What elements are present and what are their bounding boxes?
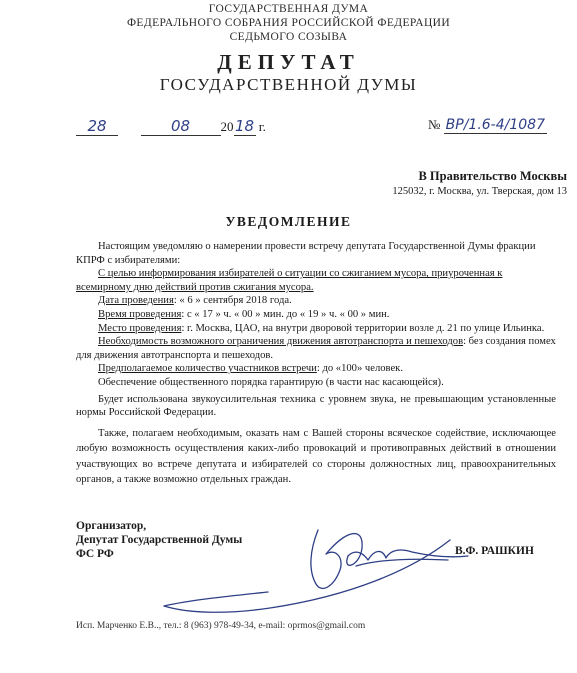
notice-body — [76, 240, 556, 488]
recipient-address: 125032, г. Москва, ул. Тверская, дом 13 — [392, 186, 567, 197]
handwritten-signature — [150, 500, 480, 620]
notice-title: УВЕДОМЛЕНИЕ — [225, 214, 352, 229]
date-suffix: г. — [258, 119, 266, 134]
notice-intro: Настоящим уведомляю о намерении провести встречу депутата Государственной Думы фракции КПРФ с избирателями: — [76, 241, 536, 266]
executor-contact: Исп. Марченко Е.В.., тел.: 8 (963) 978-49-34, e-mail: oprmos@gmail.com — [76, 621, 366, 631]
date-month: 08 — [141, 117, 221, 136]
reference-prefix: № — [428, 117, 441, 132]
notice-time: Время проведения: с « 17 » ч. « 00 » мин. до « 19 » ч. « 00 » мин. — [98, 308, 390, 320]
signature-line-3: ФС РФ — [76, 548, 114, 560]
notice-restriction: Необходимость возможного ограничения движения автотранспорта и пешеходов: без создания помех для движения автотранспорта и пешеходов. — [76, 336, 556, 361]
date-day: 28 — [76, 117, 118, 136]
notice-order: Обеспечение общественного порядка гарантирую (в части нас касающейся). — [98, 376, 444, 388]
notice-participants: Предполагаемое количество участников встречи: до «100» человек. — [98, 363, 403, 375]
date-line — [76, 117, 266, 136]
header-line-1: ГОСУДАРСТВЕННАЯ ДУМА — [208, 3, 369, 15]
signatory-name: В.Ф. РАШКИН — [455, 545, 534, 557]
header-subtitle: ГОСУДАРСТВЕННОЙ ДУМЫ — [159, 75, 418, 94]
notice-sound: Будет использована звукоусилительная техника с уровнем звука, не превышающим установленные нормы Российской Федерации. — [76, 393, 556, 419]
recipient-name: В Правительство Москвы — [418, 169, 567, 183]
signature-line-1: Организатор, — [76, 520, 147, 532]
notice-request: Также, полагаем необходимым, оказать нам с Вашей стороны всяческое содействие, исключающее любую возможность осуществления каких-либо провокаций и противоправных действий в отношении участвующих во встрече депутата и избирателей со стороны должностных лиц, правоохранительных органов, а также возможно отдельных граждан. — [76, 427, 556, 486]
header-line-2: ФЕДЕРАЛЬНОГО СОБРАНИЯ РОССИЙСКОЙ ФЕДЕРАЦИИ — [126, 17, 451, 29]
header-title: ДЕПУТАТ — [217, 50, 360, 74]
header-line-3: СЕДЬМОГО СОЗЫВА — [229, 31, 348, 43]
signature-line-2: Депутат Государственной Думы — [76, 534, 243, 546]
notice-place: Место проведения: г. Москва, ЦАО, на внутри дворовой территории возле д. 21 по улице Ильинка. — [98, 322, 545, 334]
reference-number: ВР/1.6-4/1087 — [445, 117, 545, 133]
date-year-prefix: 20 — [220, 119, 234, 134]
date-year-suffix: 18 — [234, 117, 255, 135]
notice-date: Дата проведения: « 6 » сентября 2018 года. — [98, 295, 292, 307]
notice-purpose: С целью информирования избирателей о ситуации со сжиганием мусора, приуроченная к всемирному дню действий против сжигания мусора. — [76, 268, 503, 293]
reference-line — [428, 117, 547, 134]
